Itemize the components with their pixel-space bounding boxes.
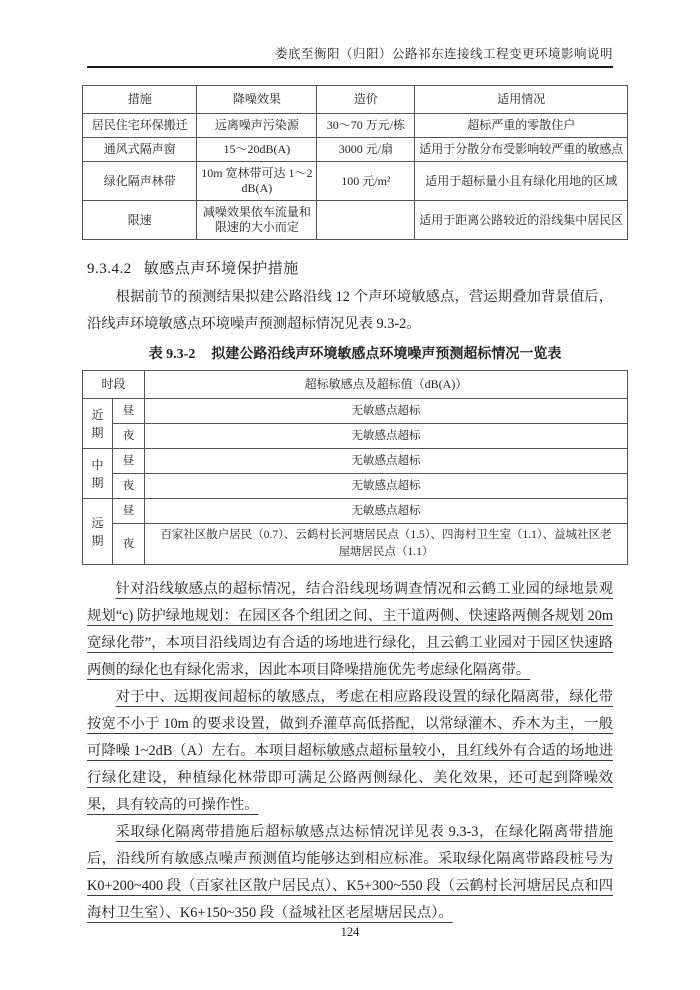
section-title: 敏感点声环境保护措施: [143, 261, 299, 277]
night-label: 夜: [113, 524, 145, 564]
period-label-near: 近期: [83, 399, 113, 449]
table-row-far-day: [83, 499, 628, 524]
table-row-mid-night: [83, 474, 628, 499]
day-label: 昼: [113, 449, 145, 474]
revision-paragraph-2: 对于中、远期夜间超标的敏感点，考虑在相应路段设置的绿化隔离带，绿化带按宽不小于 10m 的要求设置，做到乔灌草高低搭配，以常绿灌木、乔木为主，一般可降噪 1~2dB（A）左右。本项目超标敏感点超标量较小，且红线外有合适的场地进行绿化建设，种植绿化林带即可满足公路两侧绿化、美化效果，还可起到降噪效果，具有较高的可操作性。: [87, 688, 613, 813]
measures-table-header-row: [83, 86, 628, 114]
cell-exceedance: 无敏感点超标: [145, 424, 628, 449]
header-title: 娄底至衡阳（归阳）公路祁东连接线工程变更环境影响说明: [274, 47, 613, 61]
col-header-exceedance: 超标敏感点及超标值（dB(A)）: [145, 371, 628, 399]
table-row-near-day: [83, 399, 628, 424]
cell-exceedance: 无敏感点超标: [145, 499, 628, 524]
day-label: 昼: [113, 499, 145, 524]
page-header: [87, 44, 613, 68]
table-caption-label: 表 9.3-2: [148, 347, 196, 362]
exceedance-header-row: [83, 371, 628, 399]
cell-exceedance: 无敏感点超标: [145, 449, 628, 474]
table-row: [83, 162, 628, 201]
cell-measure: 限速: [83, 201, 197, 240]
table-caption-title: 拟建公路沿线声环境敏感点环境噪声预测超标情况一览表: [211, 347, 562, 362]
cell-effect: 15～20dB(A): [197, 138, 317, 162]
noise-measures-table: [82, 85, 628, 240]
exceedance-table: [82, 370, 628, 565]
cell-cost: 30～70 万元/栋: [317, 114, 415, 138]
page-number: 124: [340, 925, 360, 939]
col-header-measure: 措施: [83, 86, 197, 114]
cell-applicability: 适用于分散分布受影响较严重的敏感点: [415, 138, 628, 162]
table-caption: [82, 343, 628, 363]
cell-effect: 远离噪声污染源: [197, 114, 317, 138]
revision-paragraph-1: 针对沿线敏感点的超标情况，结合沿线现场调查情况和云鹤工业园的绿地景观规划“c) 防护绿地规划：在园区各个组团之间、主干道两侧、快速路两侧各规划 20m 宽绿化带”，本项目沿线周边有合适的场地进行绿化，且云鹤工业园对于园区快速路两侧的绿化也有绿化需求，因此本项目降噪措施优先考虑绿化隔离带。: [87, 580, 613, 678]
content-area: [82, 85, 628, 927]
cell-cost: [317, 201, 415, 240]
table-row: [83, 114, 628, 138]
night-label: 夜: [113, 474, 145, 499]
day-label: 昼: [113, 399, 145, 424]
col-header-applicability: 适用情况: [415, 86, 628, 114]
revision-paragraph-3: 采取绿化隔离带措施后超标敏感点达标情况详见表 9.3-3，在绿化隔离带措施后，沿线所有敏感点噪声预测值均能够达到相应标准。采取绿化隔离带路段桩号为 K0+200~400 段（百家社区散户居民点）、K5+300~550 段（云鹤村长河塘居民点和四海村卫生室）、K6+150~350 段（益城社区老屋塘居民点）。: [87, 823, 613, 921]
period-label-far: 远期: [83, 499, 113, 564]
cell-effect: 减噪效果依车流量和限速的大小而定: [197, 201, 317, 240]
section-number: 9.3.4.2: [87, 261, 132, 277]
cell-exceedance: 无敏感点超标: [145, 399, 628, 424]
section-heading: [87, 257, 628, 278]
cell-exceedance: 无敏感点超标: [145, 474, 628, 499]
table-row-far-night: [83, 524, 628, 564]
col-header-period: 时段: [83, 371, 145, 399]
night-label: 夜: [113, 424, 145, 449]
cell-applicability: 超标严重的零散住户: [415, 114, 628, 138]
period-label-mid: 中期: [83, 449, 113, 499]
col-header-cost: 造价: [317, 86, 415, 114]
intro-paragraph: 根据前节的预测结果拟建公路沿线 12 个声环境敏感点，营运期叠加背景值后，沿线声环境敏感点环境噪声预测超标情况见表 9.3-2。: [87, 289, 613, 332]
table-row-mid-day: [83, 449, 628, 474]
cell-cost: 3000 元/扇: [317, 138, 415, 162]
table-row: [83, 138, 628, 162]
cell-effect: 10m 宽林带可达 1～2 dB(A): [197, 162, 317, 201]
table-row-near-night: [83, 424, 628, 449]
cell-applicability: 适用于距离公路较近的沿线集中居民区: [415, 201, 628, 240]
cell-measure: 绿化隔声林带: [83, 162, 197, 201]
table-row: [83, 201, 628, 240]
cell-measure: 居民住宅环保搬迁: [83, 114, 197, 138]
cell-exceedance: 百家社区散户居民（0.7）、云鹤村长河塘居民点（1.5）、四海村卫生室（1.1）、益城社区老屋塘居民点（1.1）: [145, 524, 628, 564]
cell-applicability: 适用于超标量小且有绿化用地的区域: [415, 162, 628, 201]
cell-measure: 通风式隔声窗: [83, 138, 197, 162]
cell-cost: 100 元/m²: [317, 162, 415, 201]
col-header-effect: 降噪效果: [197, 86, 317, 114]
